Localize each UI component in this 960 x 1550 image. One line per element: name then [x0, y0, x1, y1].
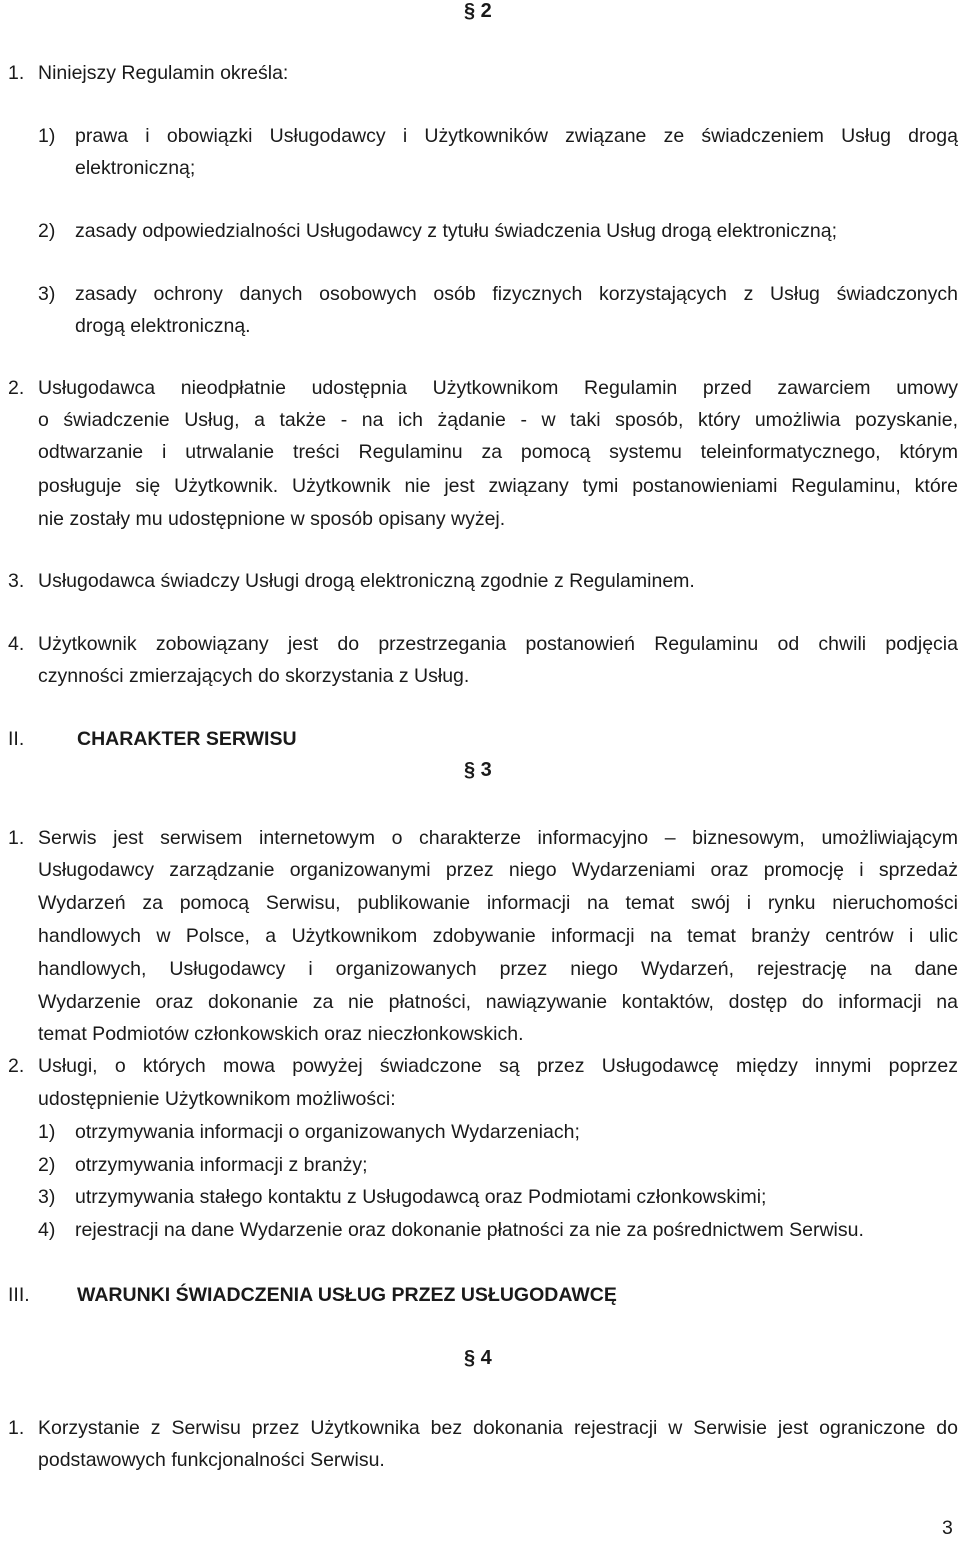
paragraph-line: podstawowych funkcjonalności Serwisu. — [38, 1449, 385, 1471]
list-item-text: elektroniczną; — [75, 157, 196, 179]
paragraph-number: 1. — [8, 1417, 25, 1439]
paragraph-line: Usługodawcy zarządzanie organizowanymi przez niego Wydarzeniami oraz promocję i sprzedaż — [38, 859, 958, 881]
section-2-title: § 2 — [464, 0, 492, 22]
paragraph-line: Wydarzenie oraz dokonanie za nie płatności, nawiązywanie kontaktów, dostęp do informacji na — [38, 991, 958, 1013]
paragraph-number: 1. — [8, 62, 25, 84]
list-item-number: 2) — [38, 220, 56, 242]
paragraph-line: Korzystanie z Serwisu przez Użytkownika bez dokonania rejestracji w Serwisie jest ograniczone do — [38, 1417, 958, 1439]
list-item-text: rejestracji na dane Wydarzenie oraz dokonanie płatności za nie za pośrednictwem Serwisu. — [75, 1219, 864, 1241]
paragraph-number: 2. — [8, 1055, 25, 1077]
section-4-title: § 4 — [464, 1347, 492, 1369]
paragraph-text: Usługodawca świadczy Usługi drogą elektroniczną zgodnie z Regulaminem. — [38, 570, 695, 592]
paragraph-line: Wydarzeń za pomocą Serwisu, publikowanie informacji na temat swój i rynku nieruchomości — [38, 892, 958, 914]
chapter-number: II. — [8, 728, 25, 750]
chapter-title: CHARAKTER SERWISU — [77, 728, 297, 750]
list-item-number: 1) — [38, 1121, 56, 1143]
paragraph-line: handlowych, Usługodawcy i organizowanych przez niego Wydarzeń, rejestrację na dane — [38, 958, 958, 980]
list-item-text: zasady odpowiedzialności Usługodawcy z tytułu świadczenia Usług drogą elektroniczną; — [75, 220, 837, 242]
paragraph-line: o świadczenie Usług, a także - na ich żądanie - w taki sposób, który umożliwia pozyskanie, — [38, 409, 958, 431]
paragraph-line: temat Podmiotów członkowskich oraz nieczłonkowskich. — [38, 1023, 524, 1045]
list-item-number: 4) — [38, 1219, 56, 1241]
paragraph-line: nie zostały mu udostępnione w sposób opisany wyżej. — [38, 508, 506, 530]
page-number: 3 — [942, 1517, 953, 1539]
paragraph-line: czynności zmierzających do skorzystania z Usług. — [38, 665, 470, 687]
paragraph-line: handlowych w Polsce, a Użytkownikom zdobywanie informacji na temat branży centrów i ulic — [38, 925, 958, 947]
paragraph-number: 2. — [8, 377, 25, 399]
list-item-number: 3) — [38, 283, 56, 305]
section-3-title: § 3 — [464, 759, 492, 781]
paragraph-line: posługuje się Użytkownik. Użytkownik nie jest związany tymi postanowieniami Regulaminu, które — [38, 475, 958, 497]
paragraph-number: 3. — [8, 570, 25, 592]
paragraph-line: Serwis jest serwisem internetowym o charakterze informacyjno – biznesowym, umożliwiającym — [38, 827, 958, 849]
list-item-number: 3) — [38, 1186, 56, 1208]
paragraph-number: 1. — [8, 827, 25, 849]
list-item-number: 1) — [38, 125, 56, 147]
paragraph-text: Niniejszy Regulamin określa: — [38, 62, 289, 84]
paragraph-line: odtwarzanie i utrwalanie treści Regulaminu za pomocą systemu teleinformatycznego, którym — [38, 441, 958, 463]
list-item-number: 2) — [38, 1154, 56, 1176]
paragraph-line: udostępnienie Użytkownikom możliwości: — [38, 1088, 396, 1110]
chapter-title: WARUNKI ŚWIADCZENIA USŁUG PRZEZ USŁUGODAWCĘ — [77, 1284, 617, 1306]
paragraph-line: Usługodawca nieodpłatnie udostępnia Użytkownikom Regulamin przed zawarciem umowy — [38, 377, 958, 399]
list-item-text: prawa i obowiązki Usługodawcy i Użytkowników związane ze świadczeniem Usług drogą — [75, 125, 958, 147]
list-item-text: otrzymywania informacji z branży; — [75, 1154, 368, 1176]
paragraph-line: Usługi, o których mowa powyżej świadczone są przez Usługodawcę między innymi poprzez — [38, 1055, 958, 1077]
paragraph-number: 4. — [8, 633, 25, 655]
list-item-text: utrzymywania stałego kontaktu z Usługodawcą oraz Podmiotami członkowskimi; — [75, 1186, 767, 1208]
list-item-text: otrzymywania informacji o organizowanych Wydarzeniach; — [75, 1121, 580, 1143]
list-item-text: zasady ochrony danych osobowych osób fizycznych korzystających z Usług świadczonych — [75, 283, 958, 305]
chapter-number: III. — [8, 1284, 30, 1306]
paragraph-line: Użytkownik zobowiązany jest do przestrzegania postanowień Regulaminu od chwili podjęcia — [38, 633, 958, 655]
list-item-text: drogą elektroniczną. — [75, 315, 251, 337]
